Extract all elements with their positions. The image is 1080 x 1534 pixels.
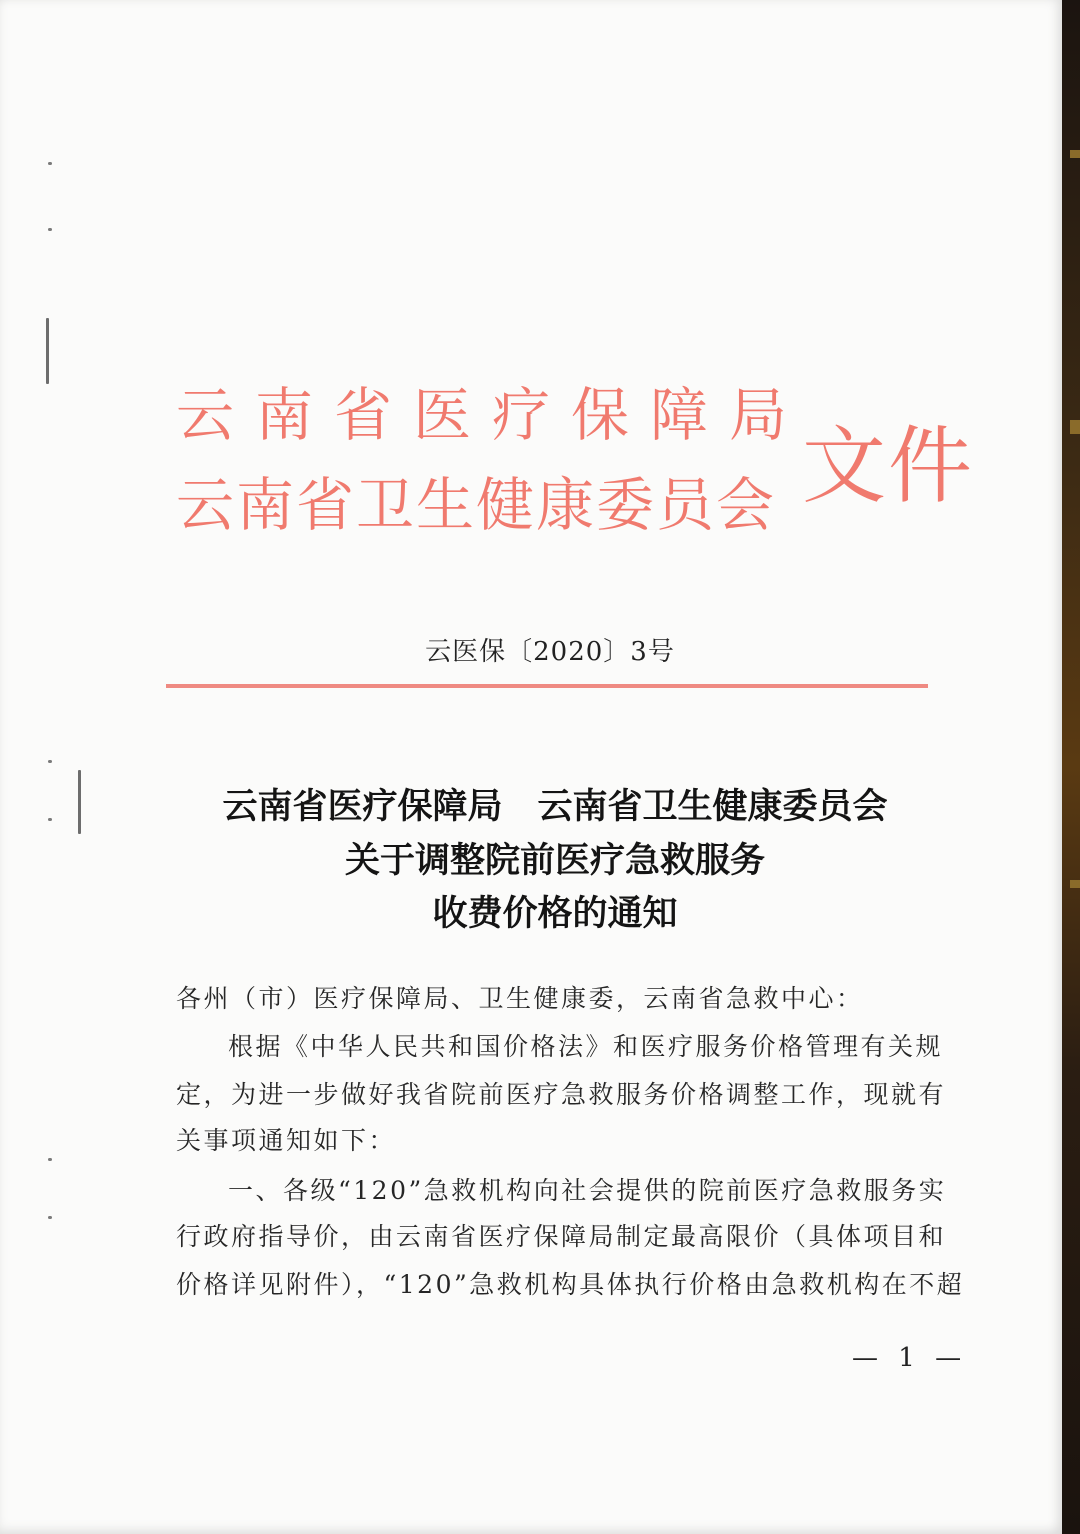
- masthead-issuer-2: 云南省卫生健康委员会: [176, 471, 777, 539]
- paragraph-2-line-1: 一、各级“120”急救机构向社会提供的院前医疗急救服务实: [228, 1176, 947, 1205]
- background-speck: [1070, 150, 1080, 158]
- document-title-line-3: 收费价格的通知: [432, 893, 678, 934]
- red-divider-line: [166, 684, 928, 688]
- document-title-line-2: 关于调整院前医疗急救服务: [344, 840, 765, 881]
- document-masthead: [170, 372, 975, 542]
- paragraph-2-line-3: 价格详见附件），“120”急救机构具体执行价格由急救机构在不超: [176, 1270, 965, 1299]
- binding-hole-mark: [48, 162, 52, 165]
- page-number: — 1 —: [852, 1343, 968, 1373]
- background-speck: [1070, 420, 1080, 434]
- paragraph-1-line-3: 关事项通知如下：: [176, 1126, 397, 1155]
- masthead-issuer-1: 云南省医疗保障局: [176, 381, 809, 449]
- binding-hole-mark: [48, 1216, 52, 1219]
- binding-hole-mark: [48, 760, 52, 763]
- paragraph-1-line-1: 根据《中华人民共和国价格法》和医疗服务价格管理有关规: [228, 1032, 944, 1061]
- staple-mark: [46, 318, 49, 384]
- document-title-line-1: 云南省医疗保障局 云南省卫生健康委员会: [222, 786, 888, 827]
- binding-hole-mark: [48, 1158, 52, 1161]
- binding-hole-mark: [48, 228, 52, 231]
- paragraph-1-line-2: 定，为进一步做好我省院前医疗急救服务价格调整工作，现就有: [176, 1080, 947, 1109]
- addressee-line: 各州（市）医疗保障局、卫生健康委，云南省急救中心：: [176, 984, 864, 1013]
- masthead-suffix: 文件: [802, 417, 975, 515]
- paragraph-2-line-2: 行政府指导价，由云南省医疗保障局制定最高限价（具体项目和: [176, 1222, 947, 1251]
- document-number: 云医保〔2020〕3号: [425, 637, 675, 667]
